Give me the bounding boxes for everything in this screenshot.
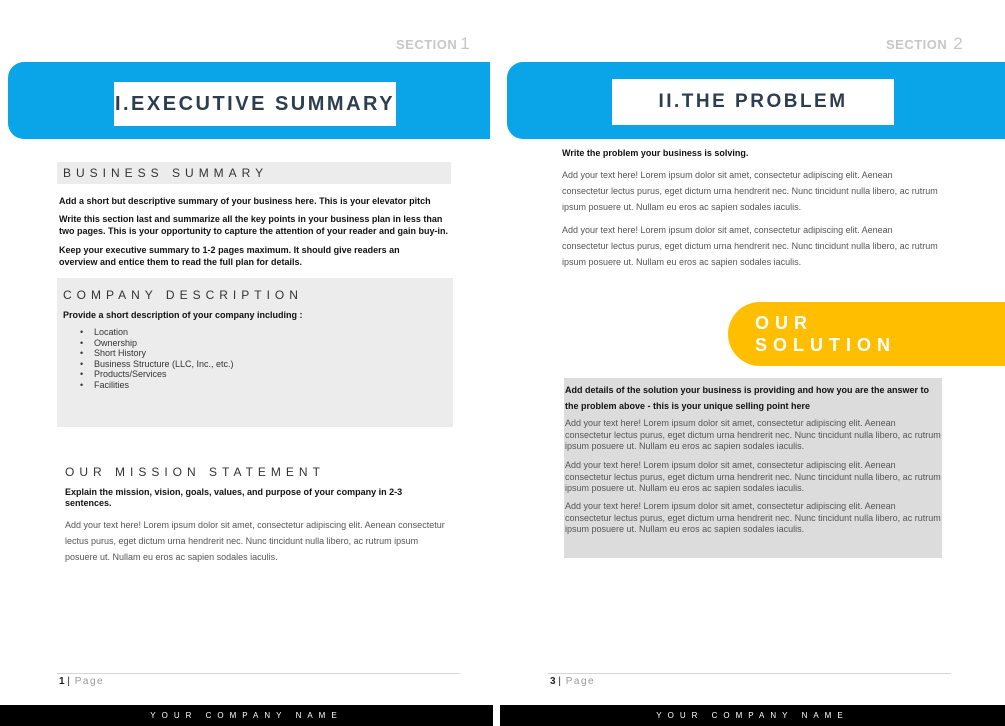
mission-body: Add your text here! Lorem ipsum dolor sit amet, consectetur adipiscing elit. Aenean consectetur lectus purus, eget dictum urna hendrerit nec. Nunc tincidunt nulla libero, ac rutrum ipsum posuere ut. Nullam eu eros ac sapien sodales iaculis.	[65, 520, 445, 562]
list-item: • Products/Services	[78, 369, 378, 380]
business-summary-para-2: Write this section last and summarize all the key points in your business plan in less than two pages. This is your opportunity to capture the attention of your reader and gain buy-in.	[59, 214, 449, 236]
page-gutter	[493, 0, 500, 726]
page-right	[500, 0, 1005, 726]
list-item: • Facilities	[78, 380, 378, 391]
page-title: II.THE PROBLEM	[612, 79, 894, 125]
solution-para-1: Add your text here! Lorem ipsum dolor sit amet, consectetur adipiscing elit. Aenean consectetur lectus purus, eget dictum urna hendrerit nec. Nunc tincidunt nulla libero, ac rutrum ipsum posuere ut. Nullam eu eros ac sapien sodales iaculis.	[565, 418, 941, 451]
footer-divider	[548, 673, 951, 674]
business-summary-para-1: Add a short but descriptive summary of your business here. This is your elevator pitch	[59, 196, 431, 206]
section-label: SECTION	[886, 37, 948, 52]
page-number-value: 3	[550, 676, 556, 687]
page-number: 1 | Page	[59, 676, 105, 687]
company-description-list	[78, 327, 378, 390]
problem-para-1: Add your text here! Lorem ipsum dolor sit amet, consectetur adipiscing elit. Aenean consectetur lectus purus, eget dictum urna hendrerit nec. Nunc tincidunt nulla libero, ac rutrum ipsum posuere ut. Nullam eu eros ac sapien sodales iaculis.	[562, 170, 938, 212]
company-description-intro: Provide a short description of your company including :	[63, 310, 303, 320]
solution-para-3: Add your text here! Lorem ipsum dolor sit amet, consectetur adipiscing elit. Aenean consectetur lectus purus, eget dictum urna hendrerit nec. Nunc tincidunt nulla libero, ac rutrum ipsum posuere ut. Nullam eu eros ac sapien sodales iaculis.	[565, 501, 941, 534]
section-label: SECTION	[396, 37, 458, 52]
section-tag	[886, 34, 963, 54]
solution-banner	[728, 302, 1005, 366]
solution-title-line-2: SOLUTION	[755, 335, 896, 355]
section-tag	[396, 34, 470, 54]
section-number: 1	[460, 34, 471, 53]
section-number: 2	[953, 34, 964, 53]
problem-para-2: Add your text here! Lorem ipsum dolor sit amet, consectetur adipiscing elit. Aenean consectetur lectus purus, eget dictum urna hendrerit nec. Nunc tincidunt nulla libero, ac rutrum ipsum posuere ut. Nullam eu eros ac sapien sodales iaculis.	[562, 225, 938, 267]
list-item: • Location	[78, 327, 378, 338]
page-title: I.EXECUTIVE SUMMARY	[114, 82, 396, 126]
solution-title-line-1: OUR	[755, 313, 813, 333]
problem-intro: Write the problem your business is solving.	[562, 148, 749, 158]
company-name: YOUR COMPANY NAME	[150, 711, 343, 720]
business-summary-heading: BUSINESS SUMMARY	[63, 166, 269, 180]
page-left	[0, 0, 493, 726]
list-item: • Ownership	[78, 338, 378, 349]
page-label: Page	[74, 676, 105, 687]
page-label: Page	[565, 676, 596, 687]
page-number: 3 | Page	[550, 676, 596, 687]
mission-intro: Explain the mission, vision, goals, values, and purpose of your company in 2-3 sentences.	[65, 487, 403, 508]
company-description-heading: COMPANY DESCRIPTION	[63, 288, 303, 302]
page-number-value: 1	[59, 676, 65, 687]
footer-divider	[57, 673, 460, 674]
list-item: • Business Structure (LLC, Inc., etc.)	[78, 359, 378, 370]
solution-intro: Add details of the solution your business is providing and how you are the answer to the problem above - this is your unique selling point here	[565, 385, 930, 411]
list-item: • Short History	[78, 348, 378, 359]
footer-bar	[500, 705, 1005, 726]
solution-title	[755, 312, 896, 356]
mission-heading: OUR MISSION STATEMENT	[65, 465, 325, 479]
footer-bar	[0, 705, 493, 726]
solution-para-2: Add your text here! Lorem ipsum dolor sit amet, consectetur adipiscing elit. Aenean consectetur lectus purus, eget dictum urna hendrerit nec. Nunc tincidunt nulla libero, ac rutrum ipsum posuere ut. Nullam eu eros ac sapien sodales iaculis.	[565, 460, 941, 493]
company-name: YOUR COMPANY NAME	[656, 711, 849, 720]
business-summary-para-3: Keep your executive summary to 1-2 pages maximum. It should give readers an overview and entice them to read the full plan for details.	[59, 245, 400, 267]
